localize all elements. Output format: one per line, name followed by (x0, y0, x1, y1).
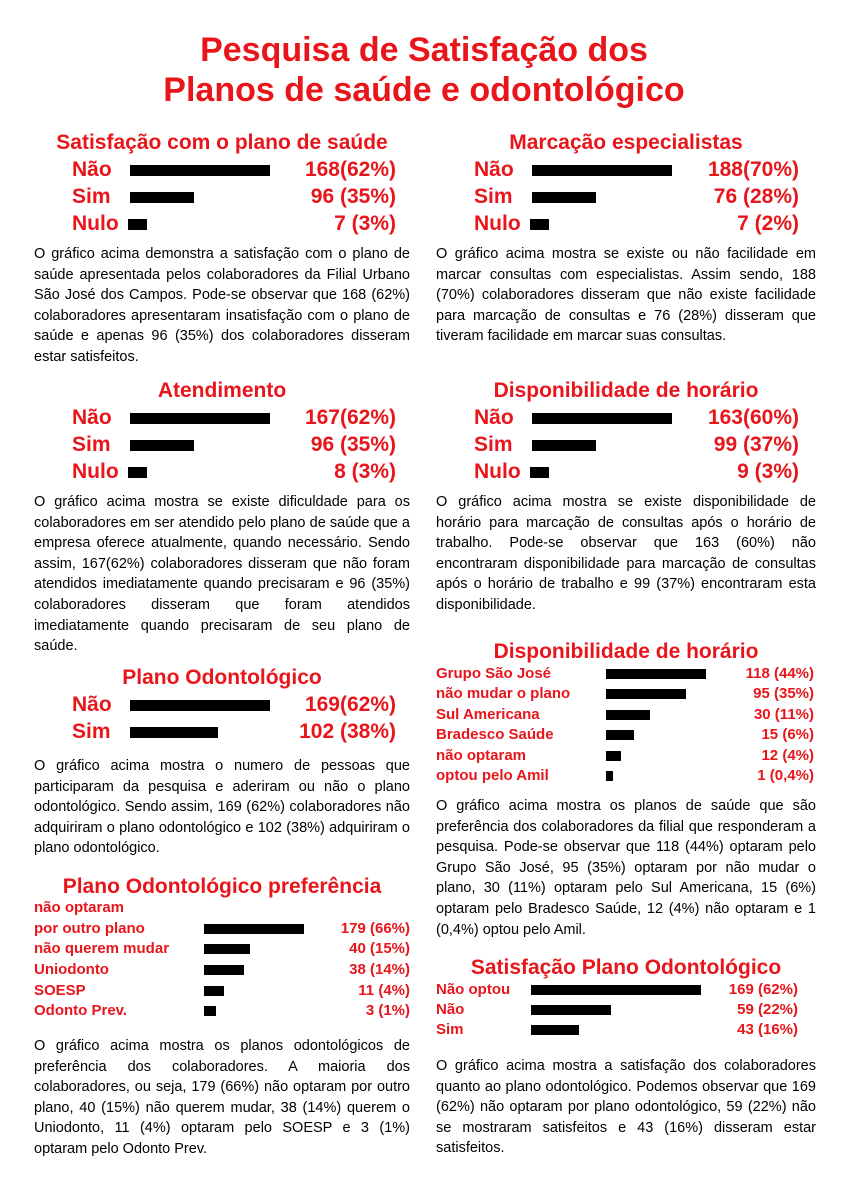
row-value: 168(62%) (304, 158, 396, 181)
row-value: 102 (38%) (299, 720, 396, 743)
chart-row (72, 405, 396, 431)
bar (532, 413, 672, 424)
row-label: não optaram (436, 747, 527, 764)
bar (530, 219, 549, 230)
bar (130, 440, 194, 451)
chart-row (474, 405, 799, 431)
row-label: Bradesco Saúde (436, 726, 554, 743)
chart-row (34, 898, 410, 918)
row-value: 3 (1%) (365, 1002, 410, 1019)
chart-row (72, 692, 396, 718)
row-label: Sim (72, 185, 111, 208)
row-label: Sim (474, 433, 513, 456)
chart-row (474, 157, 799, 183)
chart-row (34, 960, 410, 980)
planos-saude-title: Disponibilidade de horário (493, 640, 759, 663)
row-label: Não (474, 406, 514, 429)
satisfacao-odonto-text: O gráfico acima mostra a satisfação dos colaboradores quanto ao plano odontológico. Podemos observar que 169 (62%) não optaram por plano odontológico, 59 (22%) não se mostraram satisfeitos e 43 (16%) disseram estar satisfeitos. (436, 1058, 816, 1157)
chart-row (34, 981, 410, 1001)
row-value: 167(62%) (304, 406, 396, 429)
chart-row (72, 211, 396, 237)
odonto-title: Plano Odontológico (122, 666, 322, 689)
chart-row (436, 664, 814, 684)
row-value: 40 (15%) (349, 940, 410, 957)
disponibilidade-text: O gráfico acima mostra se existe disponibilidade de horário para marcação de consultas após o horário de trabalho. Pode-se observar que 163 (60%) não encontraram disponibilidade para marcação de consultas após o horário de trabalho e 99 (37%) encontraram esta disponibilidade. (436, 494, 816, 613)
row-value: 169 (62%) (728, 981, 798, 998)
disponibilidade-title: Disponibilidade de horário (493, 379, 759, 402)
row-value: 15 (6%) (761, 726, 814, 743)
row-value: 7 (2%) (737, 212, 799, 235)
title-line-1: Pesquisa de Satisfação dos (200, 31, 648, 69)
bar (130, 165, 270, 176)
row-value: 59 (22%) (737, 1001, 798, 1018)
row-label: Não (72, 158, 112, 181)
row-value: 12 (4%) (761, 747, 814, 764)
chart-row (474, 432, 799, 458)
bar (606, 730, 634, 740)
row-label: Sul Americana (436, 706, 540, 723)
row-value: 188(70%) (707, 158, 799, 181)
chart-row (436, 746, 814, 766)
row-label: Sim (72, 720, 111, 743)
row-value: 1 (0,4%) (757, 767, 814, 784)
atendimento-title: Atendimento (157, 379, 287, 402)
row-value: 30 (11%) (753, 706, 814, 723)
bar (606, 771, 613, 781)
chart-row (72, 459, 396, 485)
row-label: Nulo (72, 212, 119, 235)
bar (606, 689, 686, 699)
row-value: 76 (28%) (713, 185, 799, 208)
planos-saude-text: O gráfico acima mostra os planos de saúde que são preferência dos colaboradores da filial que responderam a pesquisa. Pode-se observar que 118 (44%) optaram pelo Grupo São José, 95 (35%) optaram por não mudar o plano, 30 (11%) optaram pelo Sul Americana, 15 (6%) optaram pelo Bradesco Saúde, 12 (4%) não optaram e 1 (0,4%) optou pelo Amil. (436, 798, 816, 938)
row-label: Nulo (474, 212, 521, 235)
row-label: Grupo São José (436, 665, 552, 682)
satisfacao-saude-text: O gráfico acima demonstra a satisfação com o plano de saúde apresentada pelos colaboradores da Filial Urbano São José dos Campos. Pode-se observar que 168 (62%) colaboradores apresentaram insatisfação com o plano de saúde e apenas 96 (35%) dos colaboradores disseram estar satisfeitos. (34, 246, 410, 365)
bar (130, 413, 270, 424)
title-line-2: Planos de saúde e odontológico (163, 71, 685, 109)
bar (532, 440, 596, 451)
bar (532, 165, 672, 176)
row-label: Nulo (474, 460, 521, 483)
atendimento-text: O gráfico acima mostra se existe dificuldade para os colaboradores em ser atendido pelo plano de saúde que a empresa oferece atualmente, quando necessário. Sendo assim, 167(62%) colaboradores disseram que não foram atendidos imediatamente quando precisaram e 96 (35%) colaboradores disseram que foram atendidos imediatamente quando precisaram de seu plano de saúde. (34, 494, 410, 655)
odonto-pref-text: O gráfico acima mostra os planos odontológicos de preferência dos colaboradores. A maioria dos colaboradores, ou seja, 179 (66%) não optaram por outro plano, 40 (15%) não querem mudar, 38 (14%) querem o Uniodonto, 11 (4%) optaram pelo SOESP e 3 (1%) optaram pelo Odonto Prev. (34, 1038, 410, 1157)
chart-row (436, 1000, 798, 1020)
row-label: Sim (72, 433, 111, 456)
row-label: Sim (436, 1021, 464, 1038)
chart-row (474, 184, 799, 210)
row-value: 179 (66%) (340, 920, 410, 937)
row-value: 11 (4%) (358, 982, 410, 999)
row-label: não querem mudar (34, 940, 170, 957)
bar (531, 1025, 579, 1035)
odonto-pref-title: Plano Odontológico preferência (62, 875, 382, 898)
row-value: 95 (35%) (753, 685, 814, 702)
row-label: SOESP (34, 982, 86, 999)
chart-row (34, 919, 410, 939)
marcacao-text: O gráfico acima mostra se existe ou não facilidade em marcar consultas com especialistas. Assim sendo, 188 (70%) colaboradores disseram que não existe facilidade para marcação de consultas e 76 (28%) disseram que tiveram facilidade em marcar suas consultas. (436, 246, 816, 345)
chart-row (436, 725, 814, 745)
row-value: 38 (14%) (349, 961, 410, 978)
satisfacao-saude-title: Satisfação com o plano de saúde (56, 131, 388, 154)
row-label: Uniodonto (34, 961, 109, 978)
row-value: 43 (16%) (737, 1021, 798, 1038)
bar (530, 467, 549, 478)
marcacao-title: Marcação especialistas (509, 131, 743, 154)
row-label: Odonto Prev. (34, 1002, 128, 1019)
chart-row (474, 211, 799, 237)
row-label: Não (474, 158, 514, 181)
row-value: 163(60%) (707, 406, 799, 429)
bar (606, 710, 650, 720)
row-value: 99 (37%) (713, 433, 799, 456)
row-value: 9 (3%) (737, 460, 799, 483)
bar (128, 467, 147, 478)
row-value: 118 (44%) (745, 665, 814, 682)
bar (531, 985, 701, 995)
row-value: 96 (35%) (310, 185, 396, 208)
row-label: optou pelo Amil (436, 767, 549, 784)
odonto-text: O gráfico acima mostra o numero de pessoas que participaram da pesquisa e aderiram ou não o plano odontológico. Sendo assim, 169 (62%) colaboradores não adquiriram o plano odontológico e 102 (38%) adquiriram o plano odontológico. (34, 758, 410, 857)
row-value: 96 (35%) (310, 433, 396, 456)
bar (204, 944, 250, 954)
bar (606, 751, 621, 761)
bar (531, 1005, 611, 1015)
bar (204, 924, 304, 934)
chart-row (72, 157, 396, 183)
row-label: Não optou (436, 981, 511, 998)
bar (128, 219, 147, 230)
row-value: 7 (3%) (334, 212, 396, 235)
row-label: Não (436, 1001, 465, 1018)
row-label: por outro plano (34, 920, 145, 937)
chart-row (436, 1020, 798, 1040)
chart-row (72, 719, 396, 745)
row-value: 8 (3%) (334, 460, 396, 483)
chart-row (474, 459, 799, 485)
row-label: Não (72, 693, 112, 716)
chart-row (72, 432, 396, 458)
bar (532, 192, 596, 203)
satisfacao-odonto-title: Satisfação Plano Odontológico (470, 956, 782, 979)
chart-row (436, 705, 814, 725)
page-title (0, 30, 848, 110)
chart-row (436, 766, 814, 786)
row-value: 169(62%) (304, 693, 396, 716)
chart-row (72, 184, 396, 210)
row-label: não optaram (34, 899, 125, 916)
bar (130, 700, 270, 711)
bar (204, 965, 244, 975)
bar (204, 1006, 216, 1016)
bar (606, 669, 706, 679)
row-label: não mudar o plano (436, 685, 571, 702)
bar (130, 727, 218, 738)
chart-row (34, 1001, 410, 1021)
row-label: Nulo (72, 460, 119, 483)
chart-row (436, 980, 798, 1000)
row-label: Sim (474, 185, 513, 208)
chart-row (436, 684, 814, 704)
bar (130, 192, 194, 203)
chart-row (34, 939, 410, 959)
row-label: Não (72, 406, 112, 429)
bar (204, 986, 224, 996)
